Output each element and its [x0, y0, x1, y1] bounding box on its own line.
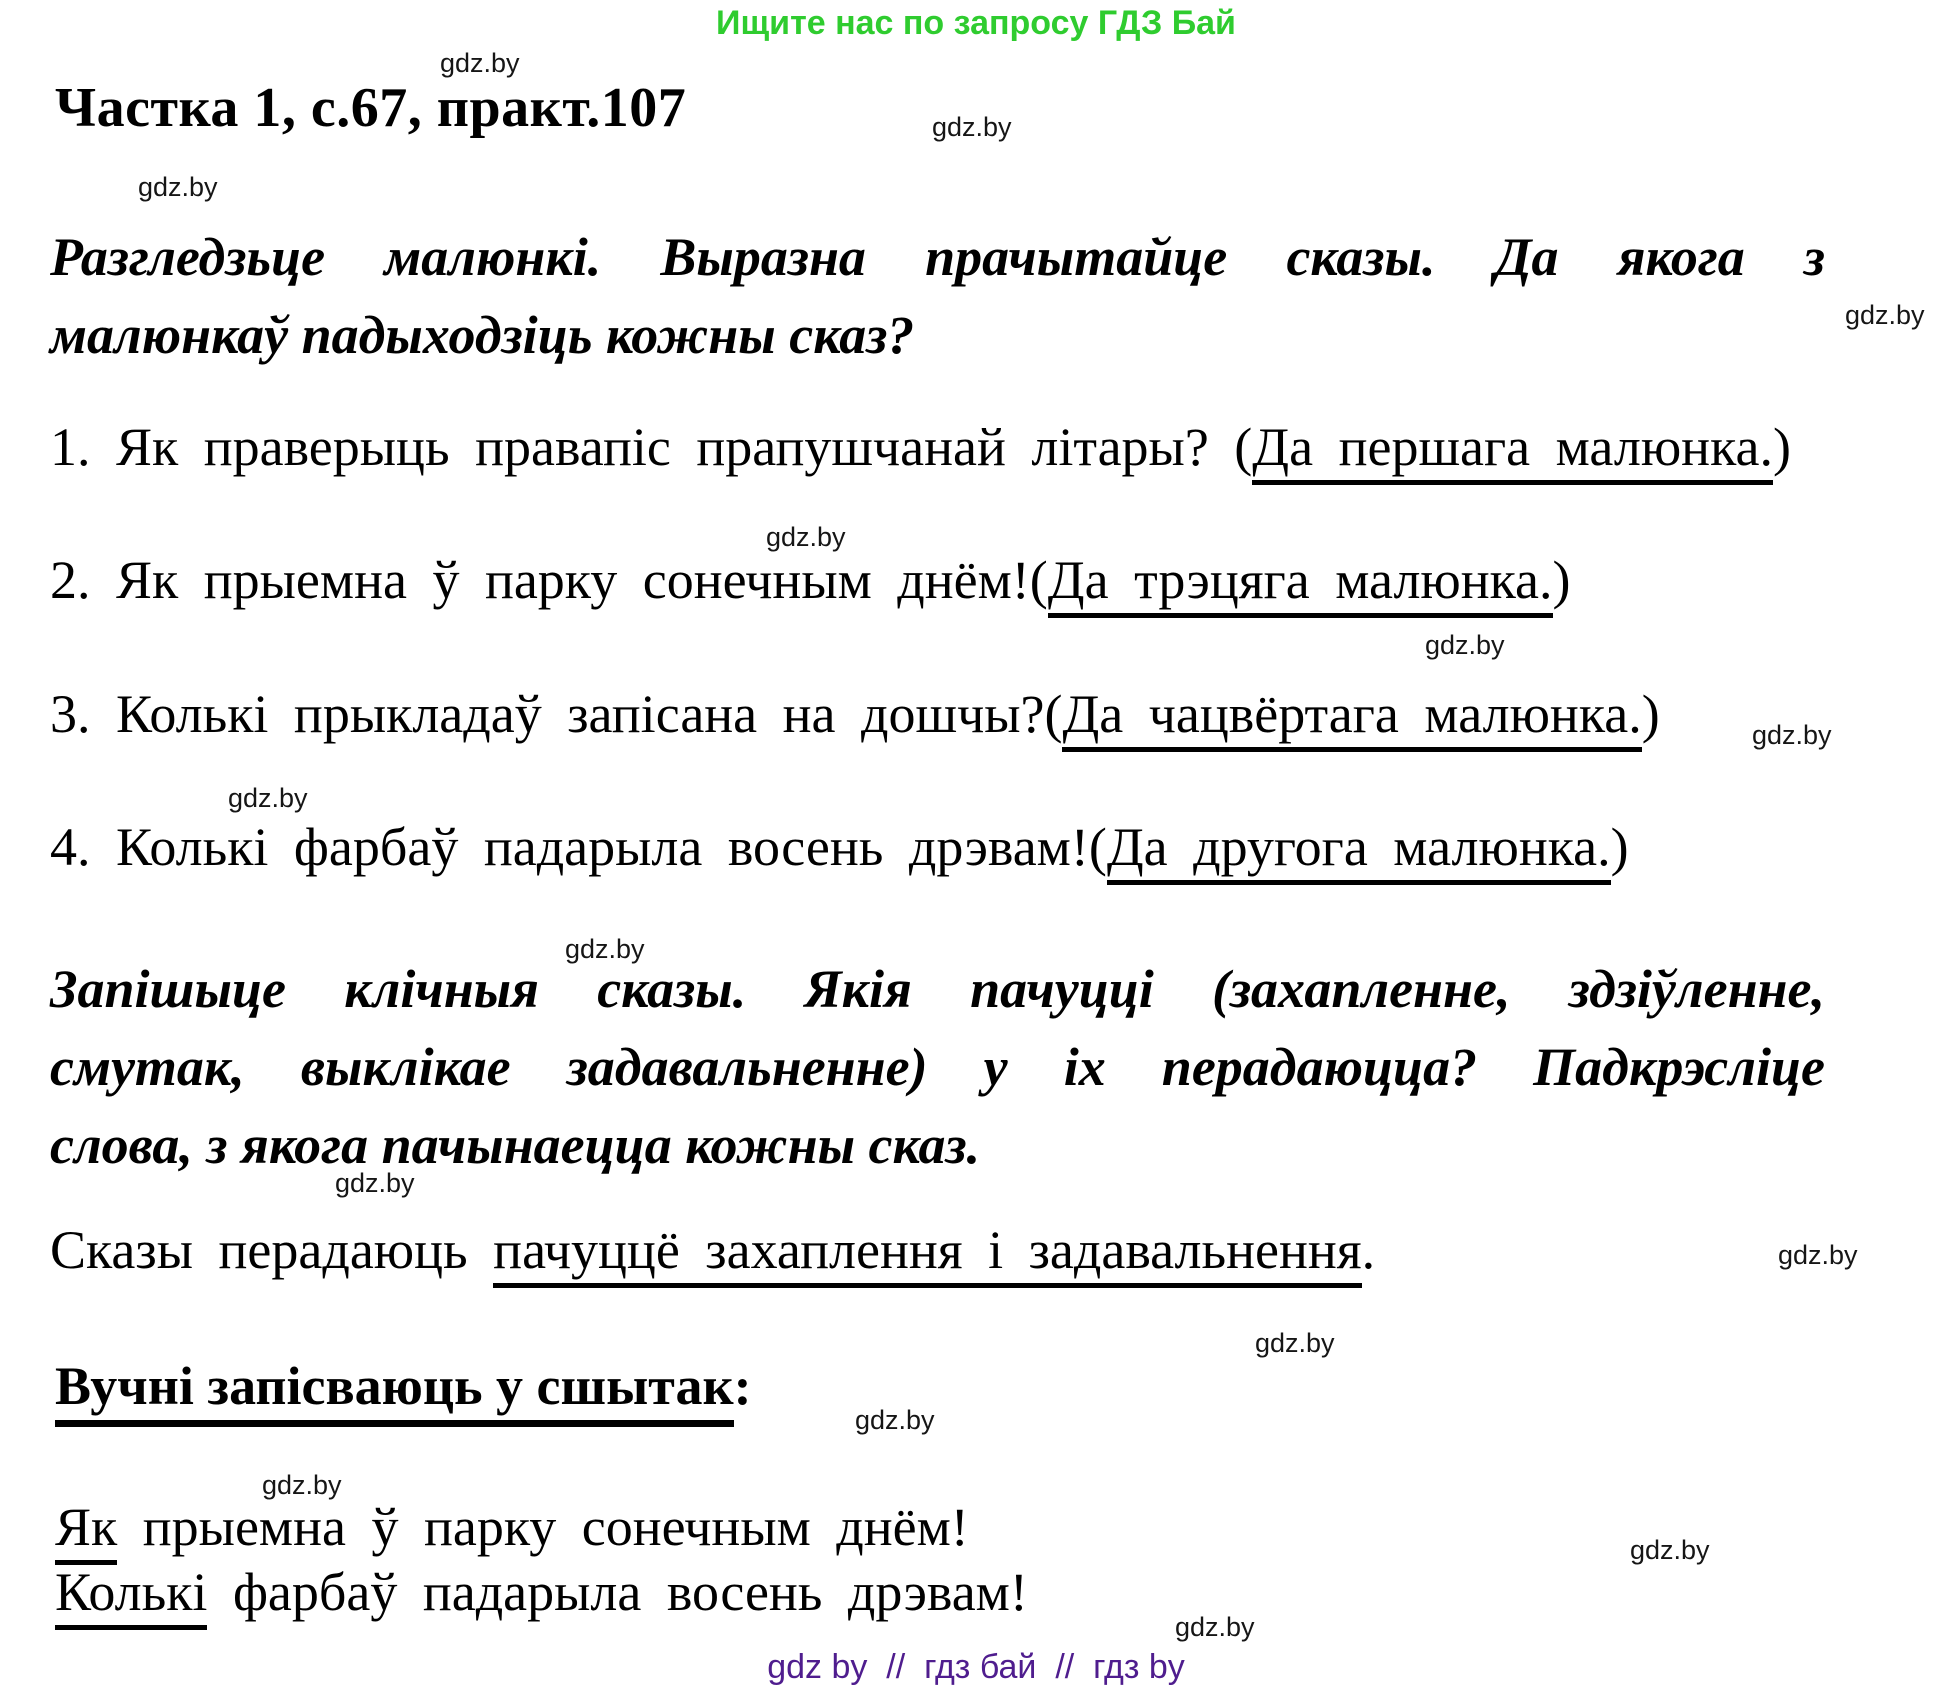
answer-item-text: 3. Колькі прыкладаў запісана на дошчы?( — [50, 684, 1063, 744]
watermark-gdz: gdz.by — [1752, 720, 1832, 750]
notebook-sentence-underline: Як — [55, 1497, 117, 1565]
notebook-heading-underline: Вучні запісваюць у сшытак — [55, 1356, 734, 1427]
answer-item-text: 4. Колькі фарбаў падарыла восень дрэвам!( — [50, 817, 1107, 877]
answer-sentence-text: Сказы перадаюць — [50, 1220, 494, 1280]
watermark-gdz: gdz.by — [1778, 1240, 1858, 1270]
instruction-line: смутак, выклікае задавальненне) у іх перадаюцца? Падкрэсліце — [50, 1037, 1825, 1097]
answer-item-underline: Да чацвёртага малюнка. — [1062, 684, 1641, 752]
page-title: Частка 1, с.67, практ.107 — [55, 77, 687, 139]
answer-sentence-text: . — [1361, 1220, 1376, 1280]
answer-item-1 — [50, 415, 1791, 480]
notebook-sentence-text: фарбаў падарыла восень дрэвам! — [207, 1562, 1028, 1622]
watermark-gdz: gdz.by — [335, 1168, 415, 1198]
watermark-gdz: gdz.by — [228, 783, 308, 813]
task1-instructions — [50, 218, 1825, 374]
answer-item-underline: Да трэцяга малюнка. — [1048, 550, 1553, 618]
answer-item-text: ) — [1552, 550, 1571, 610]
watermark-gdz: gdz.by — [766, 522, 846, 552]
watermark-gdz: gdz.by — [565, 934, 645, 964]
site-footer: gdz by // гдз бай // гдз by — [767, 1648, 1185, 1686]
watermark-gdz: gdz.by — [1630, 1535, 1710, 1565]
notebook-sentence-1 — [55, 1495, 969, 1560]
watermark-gdz: gdz.by — [1175, 1612, 1255, 1642]
watermark-gdz: gdz.by — [1255, 1328, 1335, 1358]
answer-item-text: ) — [1641, 684, 1660, 744]
answer-item-underline: Да першага малюнка. — [1252, 417, 1773, 485]
answer-item-text: ) — [1772, 417, 1791, 477]
answer-sentence-underline: пачуццё захаплення і задавальнення — [493, 1220, 1361, 1288]
watermark-gdz: gdz.by — [855, 1405, 935, 1435]
instruction-line: Запішыце клічныя сказы. Якія пачуцці (захапленне, здзіўленне, — [50, 959, 1825, 1019]
watermark-gdz: gdz.by — [932, 112, 1012, 142]
promo-banner: Ищите нас по запросу ГДЗ Бай — [716, 4, 1236, 42]
answer-item-3 — [50, 682, 1660, 747]
task2-instructions — [50, 950, 1825, 1184]
watermark-gdz: gdz.by — [440, 48, 520, 78]
answer-item-4 — [50, 815, 1629, 880]
watermark-gdz: gdz.by — [1845, 300, 1925, 330]
answer-item-text: 1. Як праверыць правапіс прапушчанай літары? ( — [50, 417, 1253, 477]
notebook-heading — [55, 1355, 752, 1417]
instruction-line: слова, з якога пачынаецца кожны сказ. — [50, 1115, 981, 1175]
answer-item-text: 2. Як прыемна ў парку сонечным днём!( — [50, 550, 1048, 610]
notebook-sentence-text: прыемна ў парку сонечным днём! — [117, 1497, 969, 1557]
answer-item-2 — [50, 548, 1571, 613]
watermark-gdz: gdz.by — [1425, 630, 1505, 660]
answer-item-underline: Да другога малюнка. — [1107, 817, 1611, 885]
answer-sentence — [50, 1218, 1375, 1283]
instruction-line: малюнкаў падыходзіць кожны сказ? — [50, 305, 915, 365]
watermark-gdz: gdz.by — [138, 172, 218, 202]
notebook-heading-colon: : — [733, 1356, 752, 1416]
answer-item-text: ) — [1610, 817, 1629, 877]
instruction-line: Разгледзьце малюнкі. Выразна прачытайце сказы. Да якога з — [50, 227, 1825, 287]
notebook-sentence-2 — [55, 1560, 1028, 1625]
watermark-gdz: gdz.by — [262, 1470, 342, 1500]
notebook-sentence-underline: Колькі — [55, 1562, 207, 1630]
